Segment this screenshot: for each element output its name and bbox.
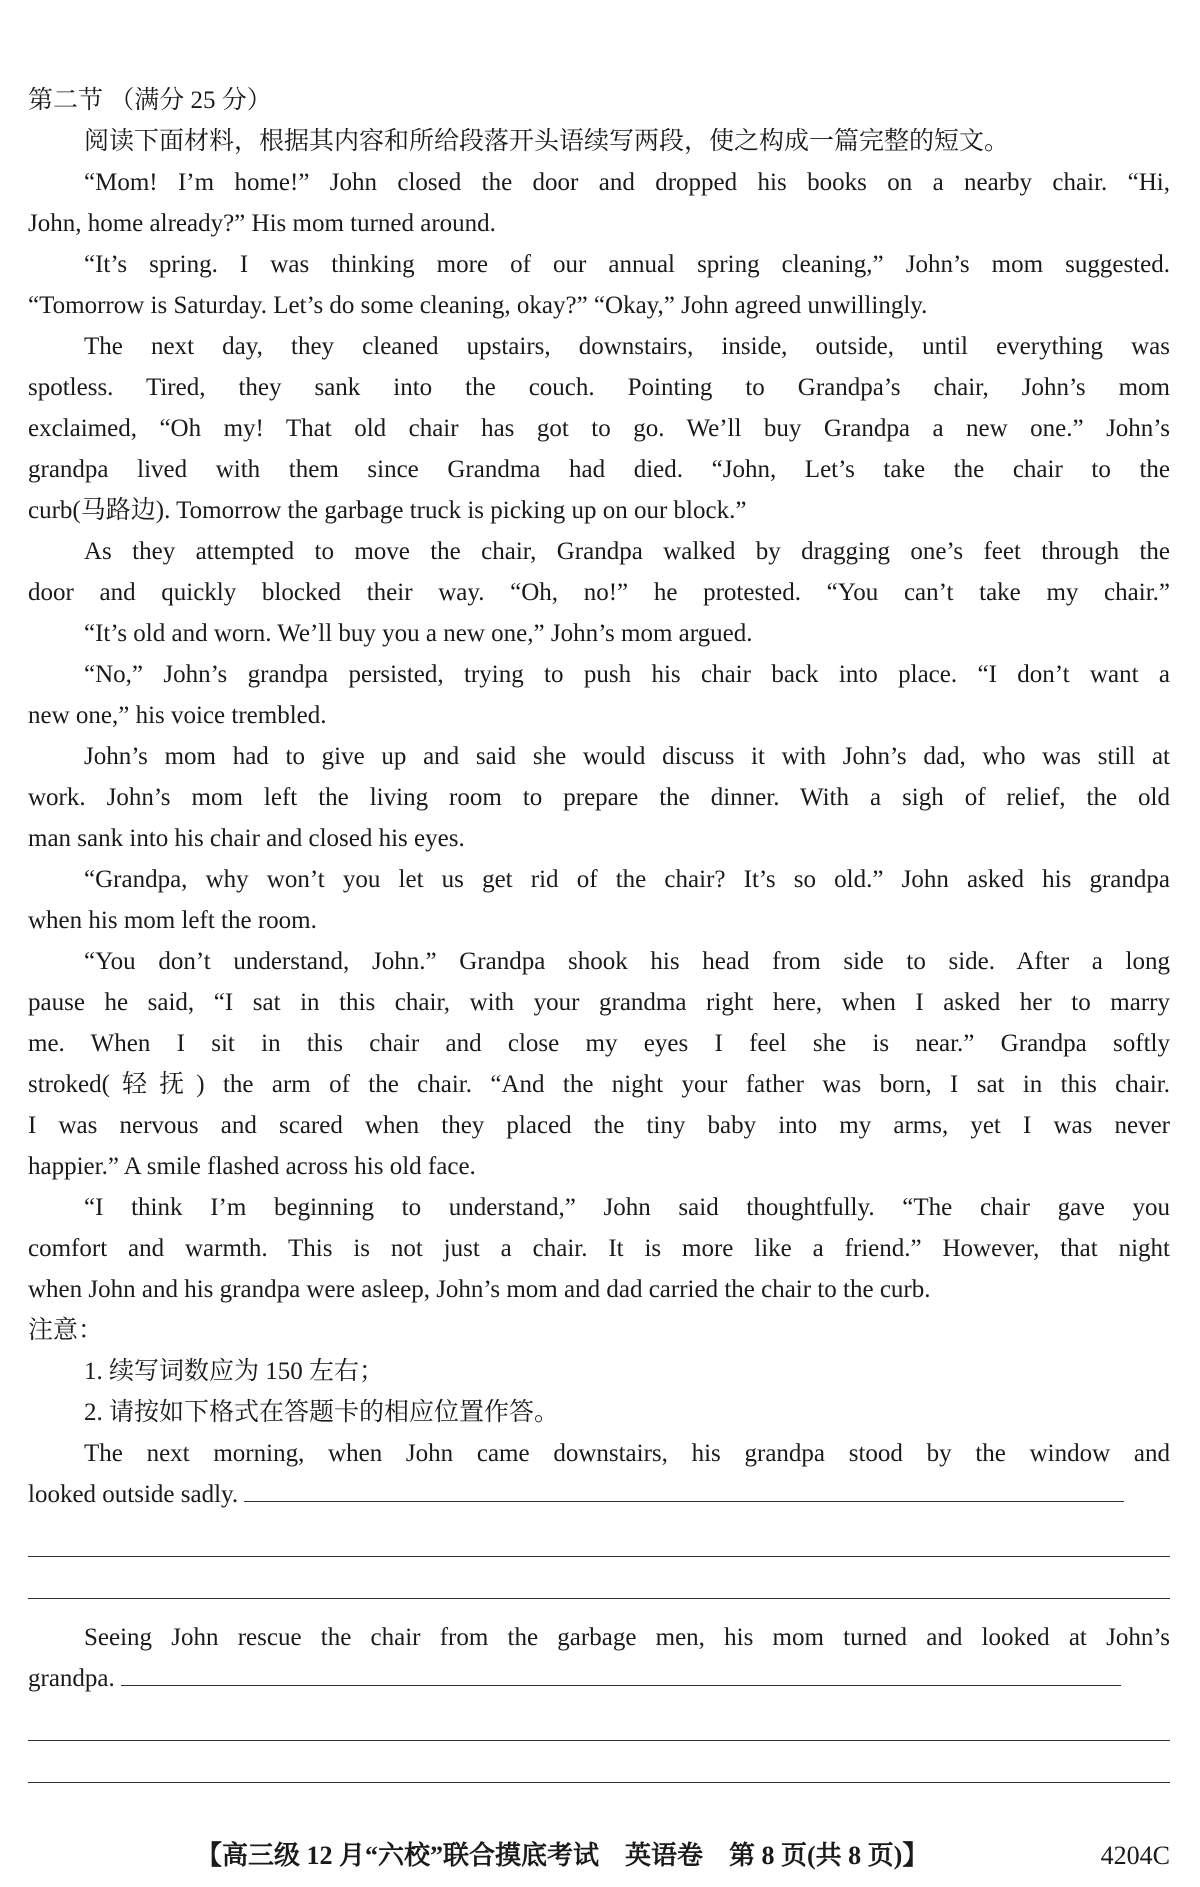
passage-line: work. John’s mom left the living room to prepare the dinner. With a sigh of relief, the old (28, 784, 1170, 811)
answer-line[interactable] (28, 1699, 1170, 1741)
answer-line[interactable] (121, 1659, 1121, 1686)
continuation-para2-opening: Seeing John rescue the chair from the garbage men, his mom turned and looked at John’s (84, 1624, 1170, 1651)
passage-line: exclaimed, “Oh my! That old chair has got to go. We’ll buy Grandpa a new one.” John’s (28, 415, 1170, 442)
footer-code: 4204C (1100, 1841, 1170, 1870)
continuation-para1-opening: The next morning, when John came downstairs, his grandpa stood by the window and (84, 1440, 1170, 1467)
passage-line: “It’s old and worn. We’ll buy you a new one,” John’s mom argued. (84, 620, 753, 647)
passage-line: me. When I sit in this chair and close my eyes I feel she is near.” Grandpa softly (28, 1030, 1170, 1057)
passage-line: “No,” John’s grandpa persisted, trying to push his chair back into place. “I don’t want a (84, 661, 1170, 688)
continuation-para1-text: looked outside sadly. (28, 1481, 239, 1508)
answer-line[interactable] (244, 1475, 1124, 1502)
continuation-para1-opening-end (28, 1474, 1170, 1515)
passage (28, 162, 1170, 1310)
passage-line: John’s mom had to give up and said she would discuss it with John’s dad, who was still at (84, 743, 1170, 770)
passage-line: “I think I’m beginning to understand,” John said thoughtfully. “The chair gave you (84, 1194, 1170, 1221)
section-instruction: 阅读下面材料，根据其内容和所给段落开头语续写两段，使之构成一篇完整的短文。 (84, 128, 1010, 155)
passage-line: comfort and warmth. This is not just a chair. It is more like a friend.” However, that night (28, 1235, 1170, 1262)
passage-line: John, home already?” His mom turned around. (28, 210, 496, 237)
continuation-para2-text: grandpa. (28, 1665, 115, 1692)
passage-line: The next day, they cleaned upstairs, downstairs, inside, outside, until everything was (84, 333, 1170, 360)
answer-line[interactable] (28, 1557, 1170, 1599)
passage-line: when his mom left the room. (28, 907, 317, 934)
answer-line[interactable] (28, 1515, 1170, 1557)
note-item: 1. 续写词数应为 150 左右； (84, 1358, 385, 1385)
passage-line: pause he said, “I sat in this chair, with your grandma right here, when I asked her to marry (28, 989, 1170, 1016)
section-title: 第二节 （满分 25 分） (28, 87, 272, 114)
passage-line: “Grandpa, why won’t you let us get rid of the chair? It’s so old.” John asked his grandpa (84, 866, 1170, 893)
continuation-para2-opening-end (28, 1658, 1170, 1699)
footer-exam-info: 【高三级 12 月“六校”联合摸底考试 英语卷 第 8 页(共 8 页)】 (196, 1841, 929, 1870)
passage-line: curb(马路边). Tomorrow the garbage truck is picking up on our block.” (28, 497, 747, 524)
passage-line: man sank into his chair and closed his eyes. (28, 825, 465, 852)
passage-line: “It’s spring. I was thinking more of our annual spring cleaning,” John’s mom suggested. (84, 251, 1170, 278)
notes-heading: 注意： (28, 1317, 104, 1344)
passage-line: happier.” A smile flashed across his old face. (28, 1153, 476, 1180)
passage-line: “Tomorrow is Saturday. Let’s do some cleaning, okay?” “Okay,” John agreed unwillingly. (28, 292, 928, 319)
exam-page (28, 80, 1170, 1783)
passage-line: As they attempted to move the chair, Grandpa walked by dragging one’s feet through the (84, 538, 1170, 565)
passage-line: when John and his grandpa were asleep, John’s mom and dad carried the chair to the curb. (28, 1276, 931, 1303)
answer-line[interactable] (28, 1741, 1170, 1783)
passage-line: new one,” his voice trembled. (28, 702, 327, 729)
passage-line: spotless. Tired, they sank into the couch. Pointing to Grandpa’s chair, John’s mom (28, 374, 1170, 401)
passage-line: I was nervous and scared when they placed the tiny baby into my arms, yet I was never (28, 1112, 1170, 1139)
passage-line: grandpa lived with them since Grandma had died. “John, Let’s take the chair to the (28, 456, 1170, 483)
passage-line: “Mom! I’m home!” John closed the door and dropped his books on a nearby chair. “Hi, (84, 169, 1170, 196)
passage-line: “You don’t understand, John.” Grandpa shook his head from side to side. After a long (84, 948, 1170, 975)
passage-line: door and quickly blocked their way. “Oh, no!” he protested. “You can’t take my chair.” (28, 579, 1170, 606)
passage-line: stroked(轻抚) the arm of the chair. “And the night your father was born, I sat in this chair. (28, 1071, 1170, 1098)
note-item: 2. 请按如下格式在答题卡的相应位置作答。 (84, 1399, 560, 1426)
